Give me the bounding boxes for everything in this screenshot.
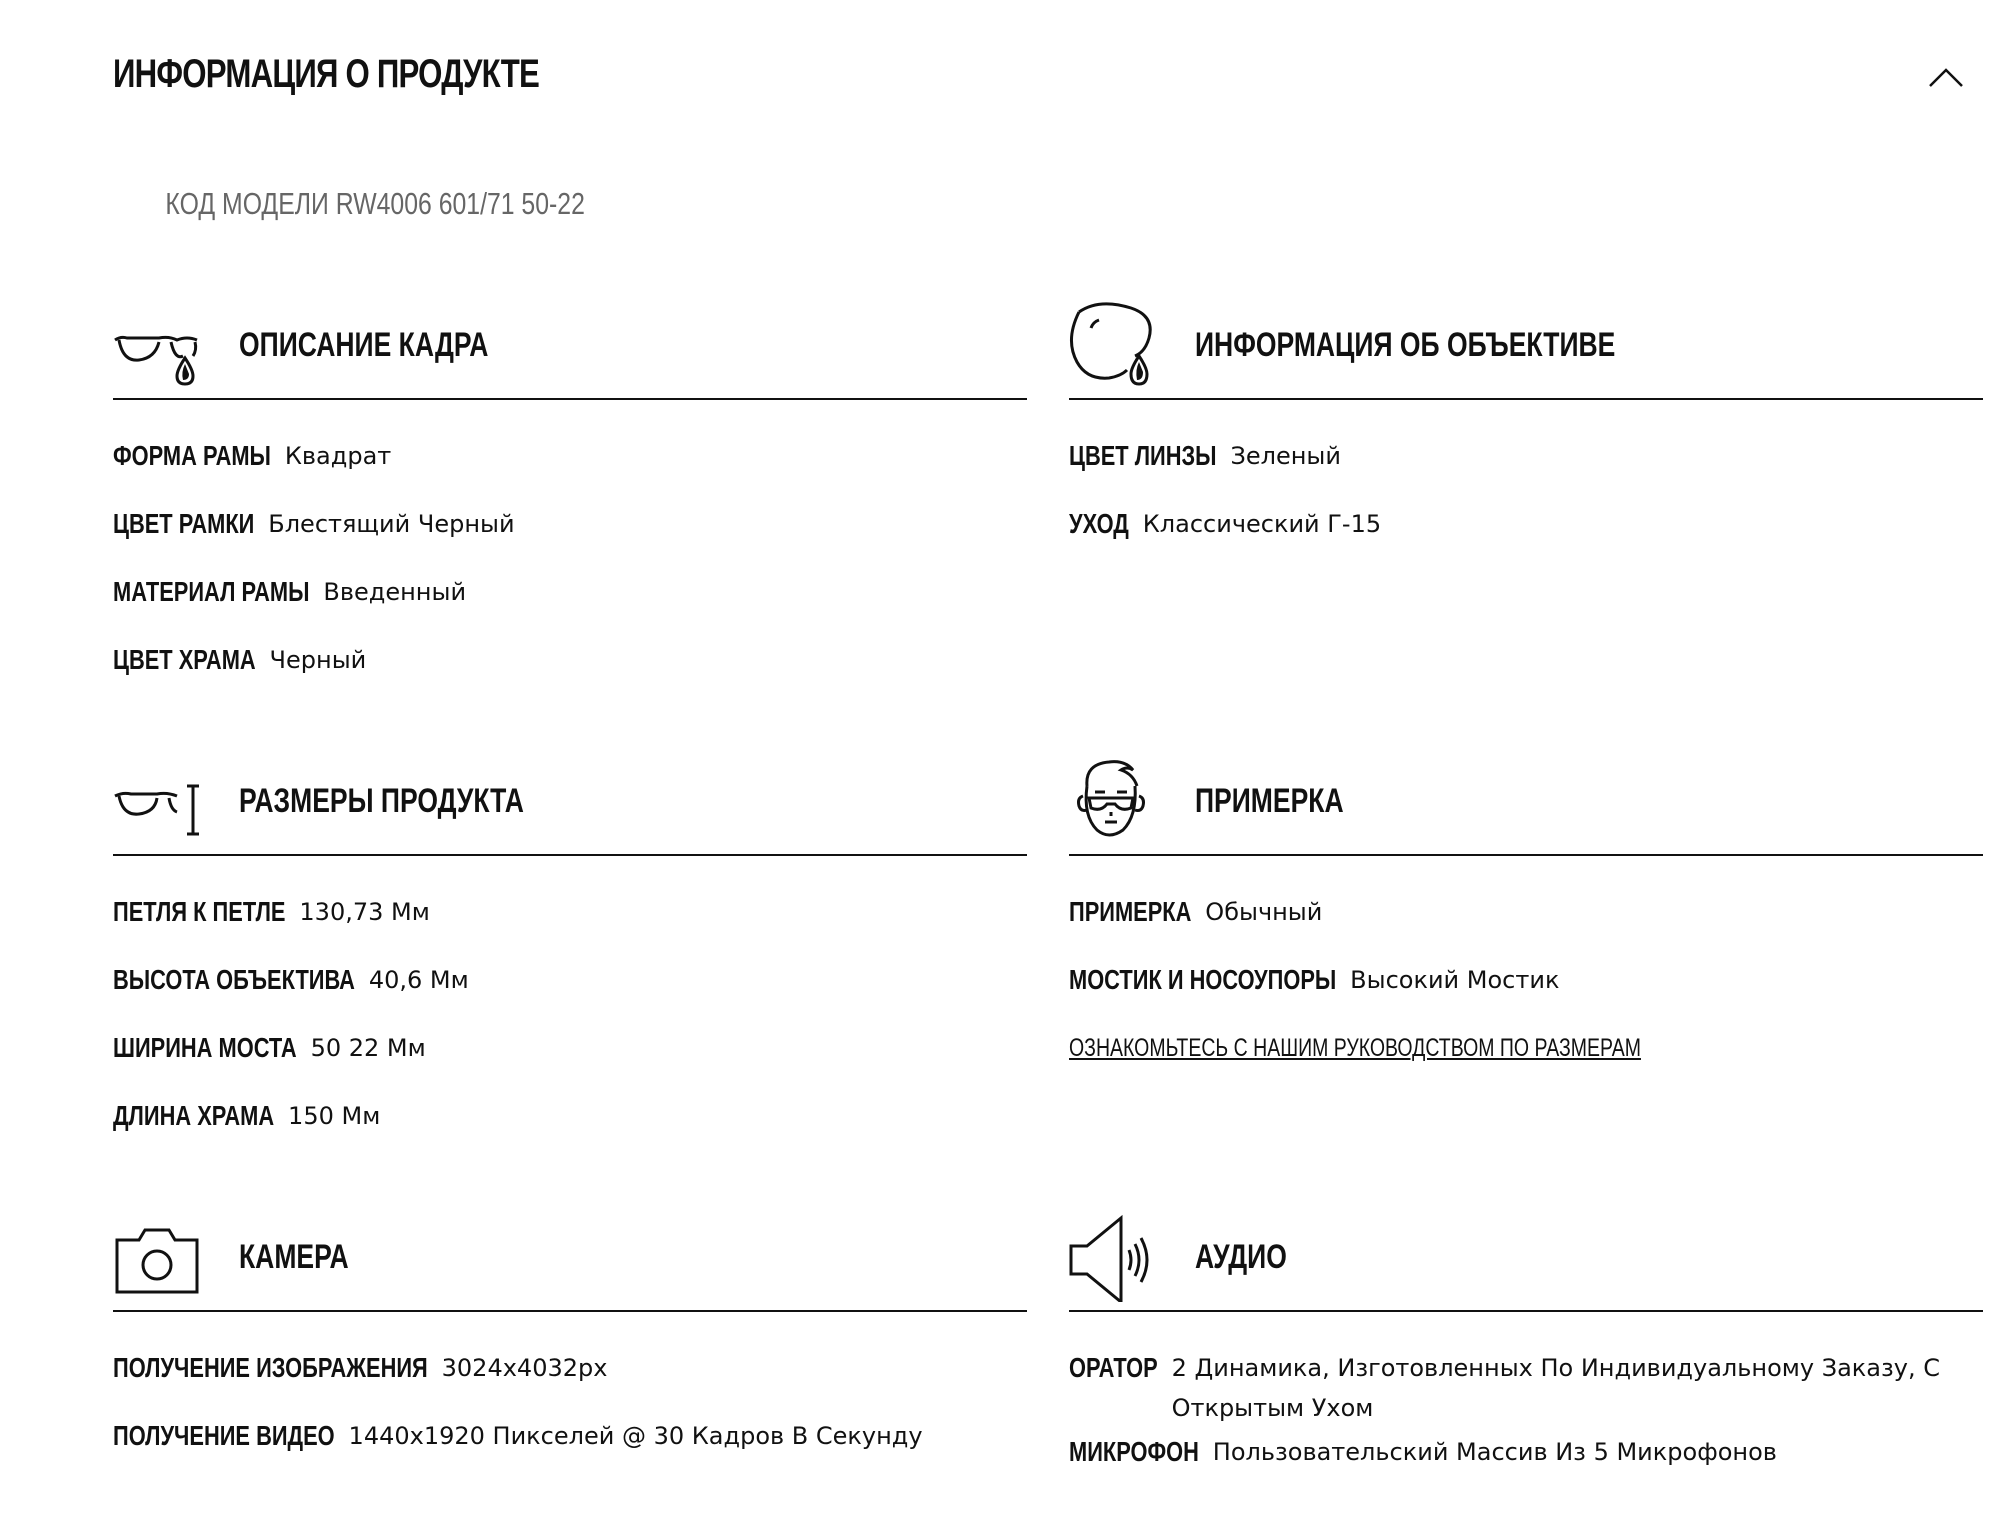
glasses-ruler-icon — [113, 756, 203, 846]
spec-value: 1440x1920 Пикселей @ 30 Кадров В Секунду — [348, 1422, 923, 1450]
section-fit — [1069, 746, 1983, 1096]
spec-value: Введенный — [323, 578, 467, 606]
lens-drop-icon — [1069, 300, 1159, 390]
spec-label: ВЫСОТА ОБЪЕКТИВА — [113, 964, 355, 995]
section-title: АУДИО — [1195, 1238, 1287, 1276]
section-title: ОПИСАНИЕ КАДРА — [239, 326, 489, 364]
spec-value: 2 Динамика, Изготовленных По Индивидуальному Заказу, С Открытым Ухом — [1171, 1354, 1940, 1422]
chevron-up-icon[interactable] — [1928, 66, 1964, 88]
spec-value: Обычный — [1205, 898, 1323, 926]
spec-row — [113, 504, 1027, 572]
section-frame — [113, 290, 1027, 708]
spec-row — [113, 436, 1027, 504]
section-lens — [1069, 290, 1983, 572]
spec-row — [1069, 504, 1983, 572]
spec-row — [113, 960, 1027, 1028]
page-title: ИНФОРМАЦИЯ О ПРОДУКТЕ — [113, 52, 540, 96]
section-camera — [113, 1202, 1027, 1484]
spec-row — [113, 572, 1027, 640]
size-guide-row — [1069, 1028, 1983, 1096]
spec-label: ОРАТОР — [1069, 1352, 1158, 1383]
spec-row — [1069, 892, 1983, 960]
spec-value: Пользовательский Массив Из 5 Микрофонов — [1212, 1438, 1777, 1466]
spec-label: МАТЕРИАЛ РАМЫ — [113, 576, 310, 607]
spec-row — [1069, 1432, 1983, 1500]
size-guide-link[interactable]: ОЗНАКОМЬТЕСЬ С НАШИМ РУКОВОДСТВОМ ПО РАЗМЕРАМ — [1069, 1034, 1641, 1062]
spec-label: ПОЛУЧЕНИЕ ИЗОБРАЖЕНИЯ — [113, 1352, 428, 1383]
spec-label: ПЕТЛЯ К ПЕТЛЕ — [113, 896, 286, 927]
spec-row — [113, 1028, 1027, 1096]
spec-value: Высокий Мостик — [1350, 966, 1560, 994]
section-dimensions — [113, 746, 1027, 1164]
section-title: ПРИМЕРКА — [1195, 782, 1344, 820]
spec-value: Классический Г-15 — [1142, 510, 1382, 538]
spec-value: 150 Мм — [288, 1102, 381, 1130]
spec-label: МОСТИК И НОСОУПОРЫ — [1069, 964, 1337, 995]
spec-value: Квадрат — [284, 442, 392, 470]
spec-label: ФОРМА РАМЫ — [113, 440, 271, 471]
spec-row — [113, 892, 1027, 960]
spec-label: ЦВЕТ ХРАМА — [113, 644, 256, 675]
section-title: ИНФОРМАЦИЯ ОБ ОБЪЕКТИВЕ — [1195, 326, 1616, 364]
section-title: РАЗМЕРЫ ПРОДУКТА — [239, 782, 524, 820]
spec-label: ЦВЕТ ЛИНЗЫ — [1069, 440, 1217, 471]
spec-row — [113, 1096, 1027, 1164]
spec-row — [1069, 960, 1983, 1028]
spec-row — [1069, 436, 1983, 504]
spec-row — [113, 1416, 1027, 1484]
spec-value: 50 22 Мм — [310, 1034, 426, 1062]
glasses-drop-icon — [113, 300, 203, 390]
face-glasses-icon — [1069, 756, 1159, 846]
model-code: КОД МОДЕЛИ RW4006 601/71 50-22 — [165, 186, 585, 221]
speaker-icon — [1069, 1212, 1159, 1302]
spec-label: ПОЛУЧЕНИЕ ВИДЕО — [113, 1420, 335, 1451]
spec-row — [113, 640, 1027, 708]
spec-value: Черный — [269, 646, 367, 674]
spec-label: ПРИМЕРКА — [1069, 896, 1192, 927]
spec-label: ЦВЕТ РАМКИ — [113, 508, 255, 539]
spec-value: 3024x4032px — [441, 1354, 608, 1382]
spec-value: Зеленый — [1230, 442, 1341, 470]
spec-value: 40,6 Мм — [368, 966, 469, 994]
camera-icon — [113, 1212, 203, 1302]
spec-value: 130,73 Мм — [299, 898, 430, 926]
spec-row — [113, 1348, 1027, 1416]
spec-row — [1069, 1348, 1983, 1428]
spec-label: ШИРИНА МОСТА — [113, 1032, 297, 1063]
section-audio — [1069, 1202, 1983, 1500]
section-title: КАМЕРА — [239, 1238, 349, 1276]
spec-label: МИКРОФОН — [1069, 1436, 1199, 1467]
spec-value: Блестящий Черный — [268, 510, 515, 538]
spec-label: ДЛИНА ХРАМА — [113, 1100, 275, 1131]
spec-label: УХОД — [1069, 508, 1129, 539]
